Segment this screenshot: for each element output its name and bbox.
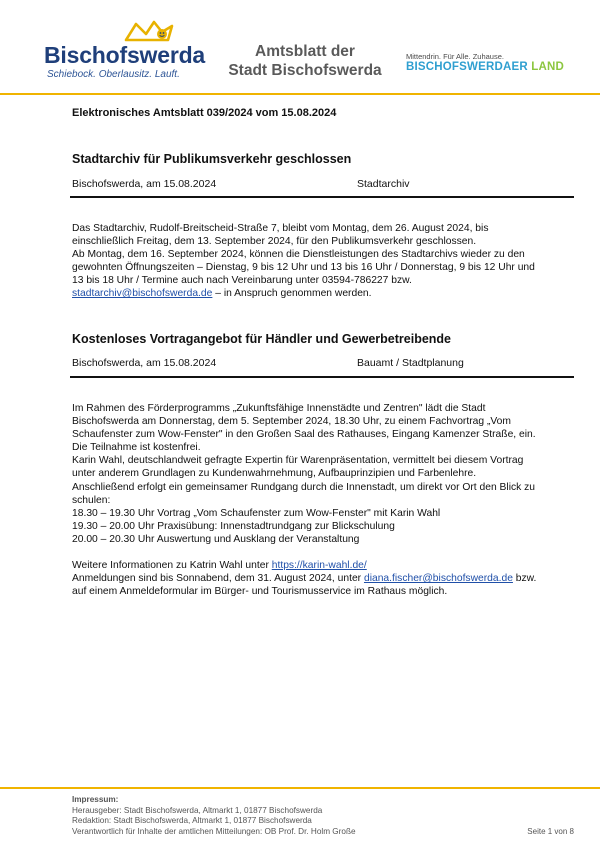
article-2-line: Im Rahmen des Förderprogramms „Zukunftsfähige Innenstädte und Zentren" lädt die Stadt: [72, 403, 486, 414]
article-1-line: 13 bis 18 Uhr / Termine auch nach Vereinbarung unter 03594-786227 bzw.: [72, 275, 412, 287]
bischofswerda-logo: [44, 18, 206, 88]
page-number: Seite 1 von 8: [527, 827, 574, 836]
land-wordmark-a: BISCHOFSWERDAER: [406, 61, 528, 73]
issue-line: Elektronisches Amtsblatt 039/2024 vom 15.08.2024: [72, 107, 337, 119]
article-2-signup-line-2: auf einem Anmeldeformular im Bürger- und Tourismusservice im Rathaus möglich.: [72, 586, 448, 598]
page-title-line-1: Amtsblatt der: [255, 43, 355, 60]
article-1-divider: [70, 196, 574, 198]
article-2-line: unter anderem Grundlagen zu Kundenwahrnehmung, Aufbauprinzipien und Farbenlehre.: [72, 468, 477, 480]
article-2-line: schulen:: [72, 494, 111, 506]
article-2-signup-line: [72, 572, 582, 585]
article-2-line: Anschließend erfolgt ein gemeinsamer Rundgang durch die Innenstadt, um direkt vor Ort den Blick zu: [72, 481, 536, 493]
article-2-info-line: [72, 559, 582, 572]
land-tagline: Mittendrin. Für Alle. Zuhause.: [406, 52, 504, 61]
article-1-place-date: Bischofswerda, am 15.08.2024: [72, 178, 217, 190]
impressum-line: Verantwortlich für Inhalte der amtlichen Mitteilungen: OB Prof. Dr. Holm Große: [72, 826, 356, 836]
logo-wordmark: Bischofswerda: [44, 42, 206, 68]
article-2-body: [72, 402, 582, 598]
diana-fischer-email-link[interactable]: diana.fischer@bischofswerda.de: [363, 573, 513, 585]
karin-wahl-website-link[interactable]: https://karin-wahl.de/: [271, 560, 367, 572]
article-2-title: Kostenloses Vortragangebot für Händler und Gewerbetreibende: [72, 332, 451, 346]
article-1-last-text: – in Anspruch genommen werden.: [212, 288, 372, 300]
article-1-department: Stadtarchiv: [357, 178, 410, 190]
impressum-line: Herausgeber: Stadt Bischofswerda, Altmarkt 1, 01877 Bischofswerda: [72, 805, 323, 815]
article-1-title: Stadtarchiv für Publikumsverkehr geschlossen: [72, 152, 352, 166]
page-title: [210, 42, 400, 80]
article-2-line: 19.30 – 20.00 Uhr Praxisübung: Innenstadtrundgang zur Blickschulung: [72, 520, 395, 532]
article-1-line: Das Stadtarchiv, Rudolf-Breitscheid-Straße 7, bleibt vom Montag, dem 26. August 2024, bis: [72, 223, 489, 234]
impressum: [72, 795, 356, 837]
page-title-line-2: Stadt Bischofswerda: [228, 62, 382, 79]
signup-after: bzw.: [512, 573, 537, 585]
info-text: Weitere Informationen zu Katrin Wahl unter: [72, 560, 272, 572]
article-2-line: Karin Wahl, deutschlandweit gefragte Expertin für Warenpräsentation, vermittelt bei diesem Vortrag: [72, 455, 524, 467]
article-2-department: Bauamt / Stadtplanung: [357, 357, 464, 369]
article-1-line: einschließlich Freitag, dem 13. September 2024, für den Publikumsverkehr geschlossen.: [72, 236, 477, 248]
signup-text: Anmeldungen sind bis Sonnabend, dem 31. August 2024, unter: [72, 573, 364, 585]
article-2-line: Schaufenster zum Wow-Fenster" in den Großen Saal des Rathauses, Eingang Kamenzer Straße, ein.: [72, 429, 536, 441]
article-2-spacer: [72, 546, 582, 559]
article-1-line-last: [72, 287, 582, 300]
article-2-line: 20.00 – 20.30 Uhr Auswertung und Ausklang der Veranstaltung: [72, 533, 360, 545]
impressum-heading: Impressum:: [72, 795, 119, 804]
impressum-line: Redaktion: Stadt Bischofswerda, Altmarkt 1, 01877 Bischofswerda: [72, 816, 312, 825]
article-2-line: 18.30 – 19.30 Uhr Vortrag „Vom Schaufenster zum Wow-Fenster" mit Karin Wahl: [72, 507, 441, 519]
article-2-place-date: Bischofswerda, am 15.08.2024: [72, 357, 217, 369]
article-2-line: Bischofswerda am Donnerstag, dem 5. September 2024, 18.30 Uhr, zu einem Fachvortrag „Vom: [72, 416, 511, 428]
article-1-line: gewohnten Öffnungszeiten – Dienstag, 9 bis 12 Uhr und 13 bis 16 Uhr / Donnerstag, 9 bis 12 Uhr und: [72, 262, 535, 274]
footer-divider: [0, 787, 600, 789]
article-1-body: [72, 222, 582, 301]
article-2-divider: [70, 376, 574, 378]
crown-logo-icon: [122, 18, 178, 44]
land-wordmark-b: LAND: [527, 61, 564, 73]
header-divider: [0, 93, 600, 95]
land-wordmark: [406, 61, 564, 73]
logo-tagline: Schiebock. Oberlausitz. Lauft.: [47, 69, 180, 80]
article-1-line: Ab Montag, dem 16. September 2024, können die Dienstleistungen des Stadtarchivs wieder zu den: [72, 249, 525, 261]
stadtarchiv-email-link[interactable]: stadtarchiv@bischofswerda.de: [72, 288, 213, 300]
article-2-line: Die Teilnahme ist kostenfrei.: [72, 442, 201, 454]
